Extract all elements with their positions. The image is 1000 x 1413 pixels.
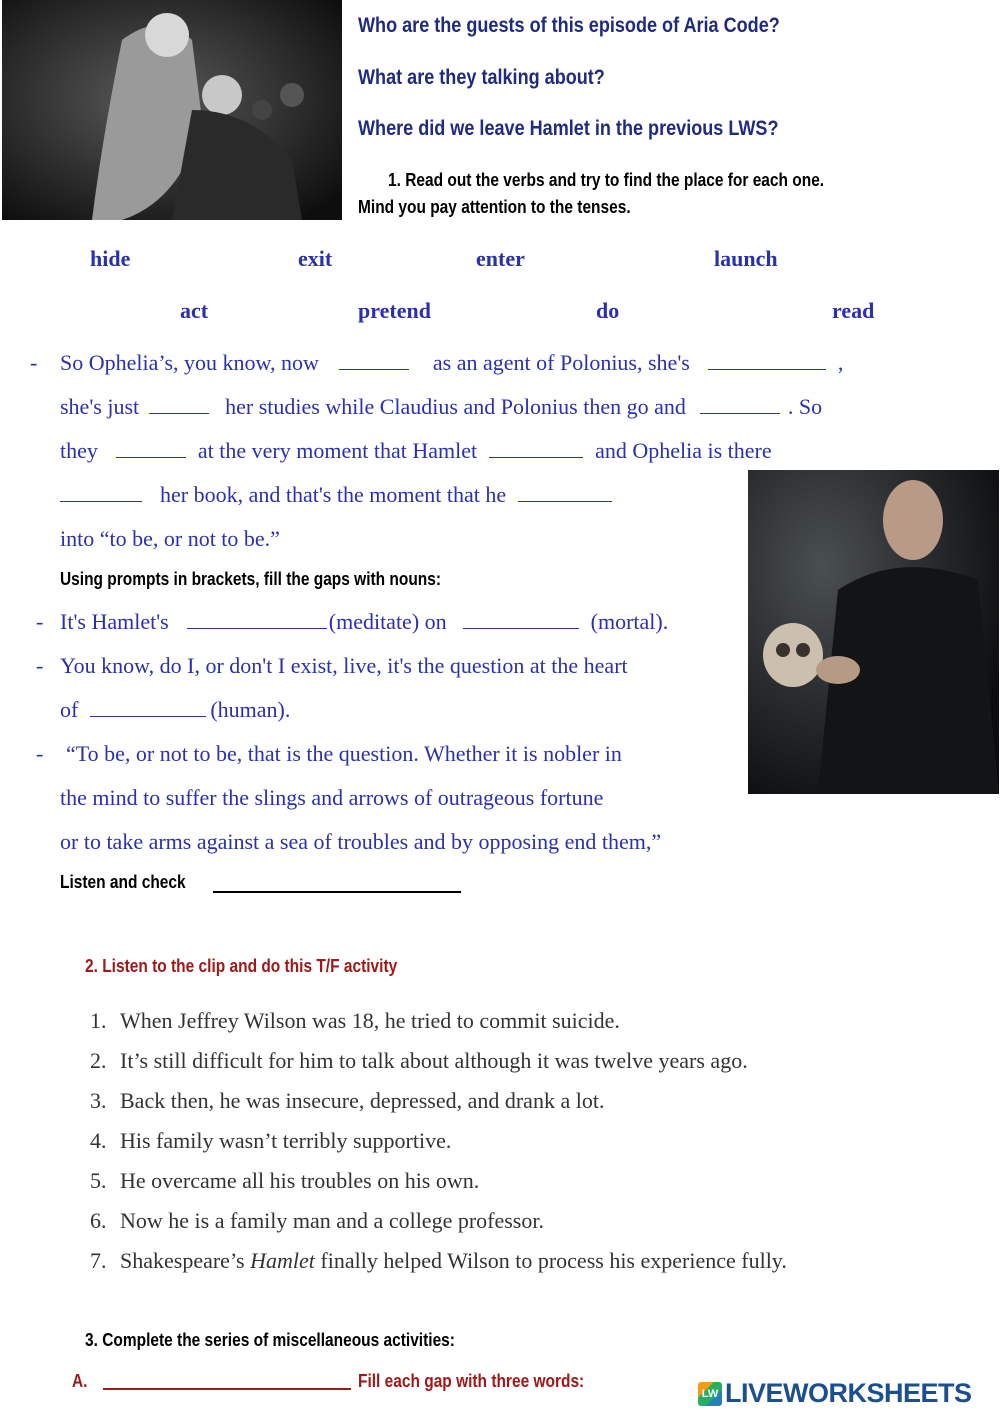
- tf-item-6[interactable]: 6. Now he is a family man and a college professor.: [90, 1208, 544, 1233]
- tf-item-4[interactable]: 4. His family wasn’t terribly supportive.: [90, 1128, 452, 1153]
- tf-item-2[interactable]: 2. It’s still difficult for him to talk about although it was twelve years ago.: [90, 1048, 748, 1073]
- task1-instruction-2: Mind you pay attention to the tenses.: [358, 197, 631, 217]
- gap-7[interactable]: [60, 483, 142, 502]
- verb-hide[interactable]: hide: [90, 246, 131, 271]
- logo-badge-icon: LW: [698, 1382, 722, 1406]
- nouns-instruction: Using prompts in brackets, fill the gaps with nouns:: [60, 569, 442, 589]
- question-2: What are they talking about?: [358, 66, 605, 89]
- hamlet-skull-photo: [748, 470, 999, 794]
- gap-2[interactable]: [708, 351, 826, 370]
- gap-4[interactable]: [700, 395, 780, 414]
- gap-human[interactable]: [90, 698, 206, 717]
- verb-do[interactable]: do: [596, 298, 620, 323]
- verb-launch[interactable]: launch: [714, 246, 778, 271]
- verb-enter[interactable]: enter: [476, 246, 525, 271]
- task3-a-instruction: Fill each gap with three words:: [358, 1371, 585, 1391]
- liveworksheets-logo[interactable]: [698, 1378, 972, 1409]
- passage-line-2: she's just her studies while Claudius and Polonius then go and . So: [60, 394, 823, 419]
- passage-dash: -: [30, 350, 38, 375]
- task2-title: 2. Listen to the clip and do this T/F activity: [85, 956, 398, 976]
- quote-line-3: or to take arms against a sea of troubles and by opposing end them,”: [60, 829, 662, 854]
- listen-answer-line[interactable]: [213, 891, 461, 893]
- verb-exit[interactable]: exit: [298, 246, 333, 271]
- gap-6[interactable]: [489, 439, 583, 458]
- question-3: Where did we leave Hamlet in the previous LWS?: [358, 117, 779, 140]
- nouns-dash-1: -: [36, 609, 44, 634]
- passage-line-5: into “to be, or not to be.”: [60, 526, 280, 551]
- question-1: Who are the guests of this episode of Aria Code?: [358, 14, 780, 37]
- nouns-dash-3: -: [36, 741, 44, 766]
- passage-line-3: they at the very moment that Hamlet and Ophelia is there: [60, 438, 772, 463]
- quote-line-2: the mind to suffer the slings and arrows of outrageous fortune: [60, 785, 604, 810]
- tf-item-7[interactable]: 7. Shakespeare’s Hamlet finally helped Wilson to process his experience fully.: [90, 1248, 787, 1273]
- hamlet-ophelia-photo: [2, 0, 342, 220]
- listen-and-check: Listen and check: [60, 872, 186, 892]
- gap-meditate[interactable]: [187, 610, 327, 629]
- gap-8[interactable]: [518, 483, 612, 502]
- tf-item-1[interactable]: 1. When Jeffrey Wilson was 18, he tried to commit suicide.: [90, 1008, 620, 1033]
- nouns-sentence-2: You know, do I, or don't I exist, live, it's the question at the heart: [60, 653, 628, 678]
- verb-read[interactable]: read: [832, 298, 875, 323]
- tf-item-3[interactable]: 3. Back then, he was insecure, depressed, and drank a lot.: [90, 1088, 605, 1113]
- task3-a-label: A.: [72, 1371, 88, 1391]
- nouns-sentence-1: It's Hamlet's (meditate) on (mortal).: [60, 609, 669, 634]
- task3-title: 3. Complete the series of miscellaneous activities:: [85, 1330, 455, 1350]
- passage-line-4: her book, and that's the moment that he: [60, 482, 618, 508]
- gap-1[interactable]: [339, 351, 409, 370]
- nouns-dash-2: -: [36, 653, 44, 678]
- task3-a-answer-line[interactable]: [103, 1388, 351, 1390]
- nouns-sentence-2b: of (human).: [60, 697, 291, 722]
- verb-pretend[interactable]: pretend: [358, 298, 431, 323]
- gap-3[interactable]: [149, 395, 209, 414]
- gap-5[interactable]: [116, 439, 186, 458]
- task1-instruction: 1. Read out the verbs and try to find the place for each one.: [388, 170, 825, 190]
- verb-act[interactable]: act: [180, 298, 209, 323]
- quote-line-1: “To be, or not to be, that is the question. Whether it is nobler in: [66, 741, 622, 766]
- logo-text: LIVEWORKSHEETS: [725, 1378, 972, 1408]
- gap-mortal[interactable]: [463, 610, 579, 629]
- tf-item-5[interactable]: 5. He overcame all his troubles on his own.: [90, 1168, 480, 1193]
- passage-line-1: So Ophelia’s, you know, now as an agent of Polonius, she's ,: [60, 350, 844, 375]
